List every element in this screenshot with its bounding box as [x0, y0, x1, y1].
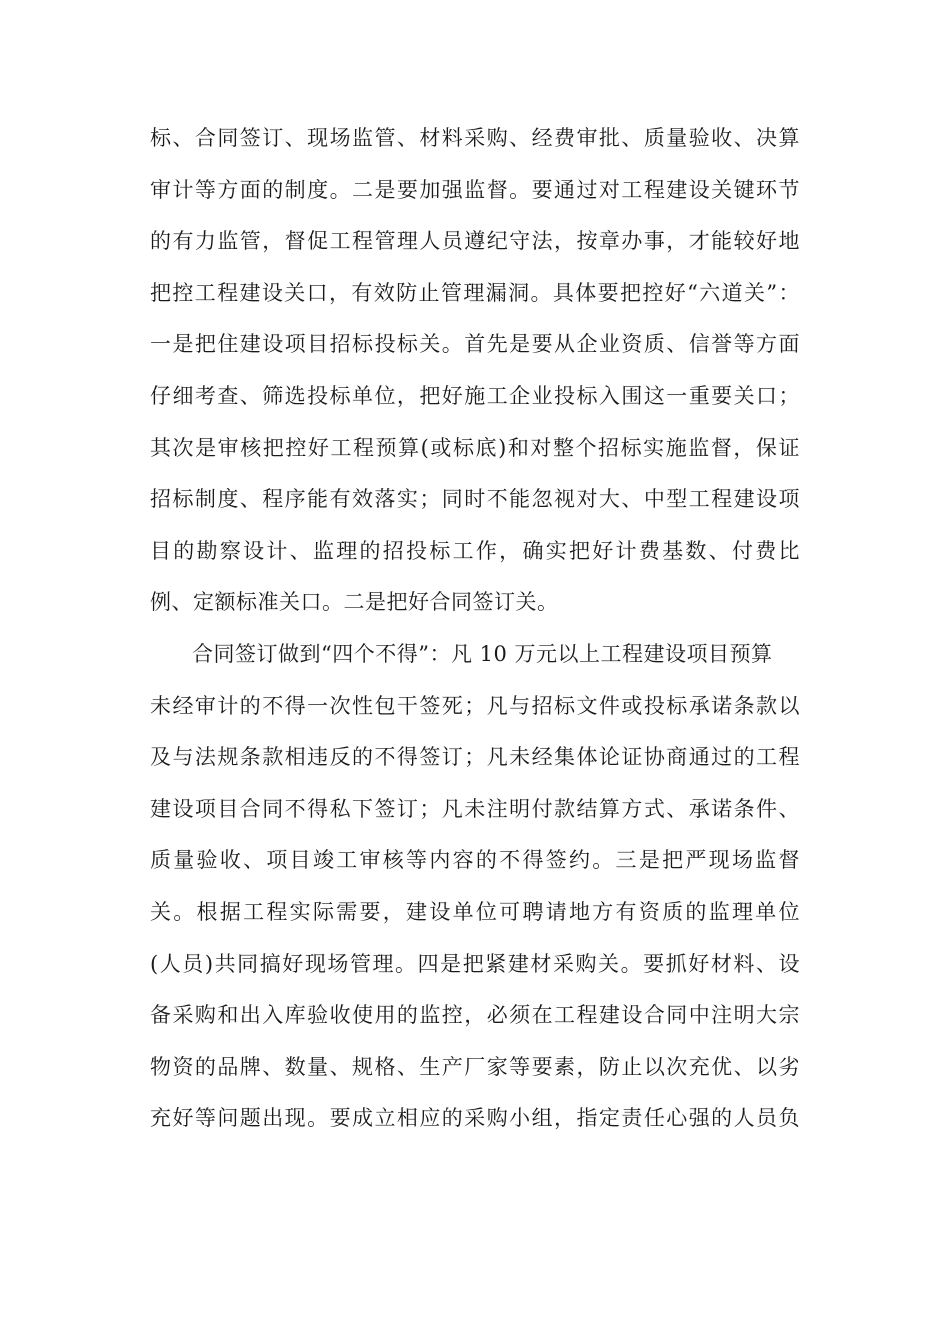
- text-line: 备采购和出入库验收使用的监控，必须在工程建设合同中注明大宗: [150, 1003, 800, 1028]
- text-line: 目的勘察设计、监理的招投标工作，确实把好计费基数、付费比: [150, 538, 800, 563]
- text-line: 未经审计的不得一次性包干签死；凡与招标文件或投标承诺条款以: [150, 693, 800, 718]
- text-line: 关。根据工程实际需要，建设单位可聘请地方有资质的监理单位: [150, 899, 800, 924]
- paragraph-1: [150, 113, 800, 629]
- text-line: 其次是审核把控好工程预算(或标底)和对整个招标实施监督，保证: [150, 435, 800, 460]
- text-line: 的有力监管，督促工程管理人员遵纪守法，按章办事，才能较好地: [150, 229, 800, 254]
- text-line: 合同签订做到“四个不得”：凡 10 万元以上工程建设项目预算: [192, 641, 773, 666]
- text-line: 及与法规条款相违反的不得签订；凡未经集体论证协商通过的工程: [150, 745, 800, 770]
- text-line: 招标制度、程序能有效落实；同时不能忽视对大、中型工程建设项: [150, 487, 800, 512]
- text-line: 仔细考查、筛选投标单位，把好施工企业投标入围这一重要关口；: [150, 383, 800, 408]
- text-line: 标、合同签订、现场监管、材料采购、经费审批、质量验收、决算: [150, 126, 800, 150]
- text-line: 物资的品牌、数量、规格、生产厂家等要素，防止以次充优、以劣: [150, 1054, 800, 1079]
- text-line: 充好等问题出现。要成立相应的采购小组，指定责任心强的人员负: [150, 1106, 800, 1131]
- text-line: 把控工程建设关口，有效防止管理漏洞。具体要把控好“六道关”：: [150, 280, 800, 305]
- text-line: 质量验收、项目竣工审核等内容的不得签约。三是把严现场监督: [150, 848, 800, 873]
- text-line: 建设项目合同不得私下签订；凡未注明付款结算方式、承诺条件、: [150, 796, 800, 821]
- body-text: [150, 113, 800, 1145]
- text-line: 例、定额标准关口。二是把好合同签订关。: [150, 590, 559, 615]
- text-line: 审计等方面的制度。二是要加强监督。要通过对工程建设关键环节: [150, 177, 800, 202]
- text-line: 一是把住建设项目招标投标关。首先是要从企业资质、信誉等方面: [150, 332, 800, 357]
- text-line: (人员)共同搞好现场管理。四是把紧建材采购关。要抓好材料、设: [150, 951, 800, 976]
- paragraph-2: [150, 629, 800, 1145]
